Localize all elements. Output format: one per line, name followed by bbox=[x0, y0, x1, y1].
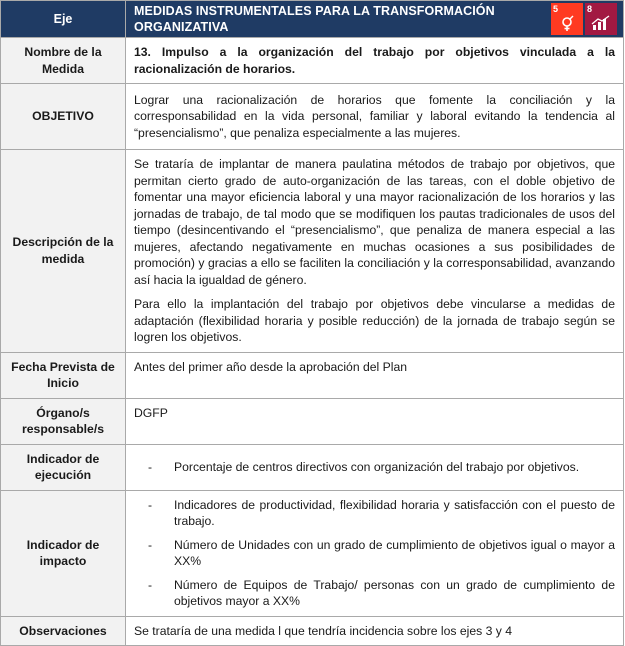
ejecucion-label: Indicador de ejecución bbox=[1, 444, 126, 490]
row-impacto bbox=[1, 490, 624, 616]
row-nombre bbox=[1, 38, 624, 84]
sdg-icons bbox=[551, 3, 617, 35]
ejecucion-list bbox=[134, 459, 615, 476]
objetivo-value: Lograr una racionalización de horarios que fomente la conciliación y la corresponsabilidad en la vida personal, familiar y laboral evitando la tendencia al “presencialismo”, que penaliza especialmente a las mujeres. bbox=[126, 84, 624, 150]
row-organo bbox=[1, 398, 624, 444]
impacto-label: Indicador de impacto bbox=[1, 490, 126, 616]
row-descripcion bbox=[1, 150, 624, 353]
organo-value: DGFP bbox=[126, 398, 624, 444]
section-title: MEDIDAS INSTRUMENTALES PARA LA TRANSFORMACIÓN ORGANIZATIVA bbox=[134, 3, 495, 34]
list-item: - Número de Unidades con un grado de cumplimiento de objetivos igual o mayor a XX% bbox=[134, 537, 615, 570]
observaciones-label: Observaciones bbox=[1, 616, 126, 646]
descripcion-paragraph: Se trataría de implantar de manera paulatina métodos de trabajo por objetivos, que permitan cierto grado de auto-organización de las tareas, con el doble objetivo de fomentar una mayor eficiencia laboral y una mayor racionalización de los horarios y las jornadas de trabajo, de tal modo que se modifiquen los pautas tradicionales de usos del tiempo (desincentivando el “presencialismo”, que penaliza de manera especial a las mujeres, afectando negativamente en muchas ocasiones a sus posibilidades de promoción) y gracias a ello se faciliten la conciliación y la corresponsabilidad, avanzando así hacia la igualdad de género. bbox=[134, 157, 615, 287]
growth-chart-icon bbox=[591, 15, 611, 31]
list-item: - Número de Equipos de Trabajo/ personas con un grado de cumplimiento de objetivos mayor a XX% bbox=[134, 577, 615, 610]
descripcion-value bbox=[126, 150, 624, 353]
eje-label: Eje bbox=[1, 1, 126, 38]
economic-growth-icon: 8 bbox=[585, 3, 617, 35]
header-row bbox=[1, 1, 624, 38]
impacto-value bbox=[126, 490, 624, 616]
impacto-list bbox=[134, 497, 615, 610]
descripcion-label: Descripción de la medida bbox=[1, 150, 126, 353]
ejecucion-value bbox=[126, 444, 624, 490]
gender-equality-icon: 5 bbox=[551, 3, 583, 35]
descripcion-paragraph: Para ello la implantación del trabajo por objetivos debe vincularse a medidas de adaptación (flexibilidad horaria y posible reducción) de la jornada de trabajo según se logren los objetivos. bbox=[134, 297, 615, 344]
fecha-value: Antes del primer año desde la aprobación del Plan bbox=[126, 352, 624, 398]
list-item: - Indicadores de productividad, flexibilidad horaria y satisfacción con el puesto de trabajo. bbox=[134, 497, 615, 530]
fecha-label: Fecha Prevista de Inicio bbox=[1, 352, 126, 398]
row-fecha bbox=[1, 352, 624, 398]
list-item: - Porcentaje de centros directivos con organización del trabajo por objetivos. bbox=[134, 459, 615, 476]
row-ejecucion bbox=[1, 444, 624, 490]
header-title-cell bbox=[126, 1, 624, 38]
row-observaciones bbox=[1, 616, 624, 646]
objetivo-label: OBJETIVO bbox=[1, 84, 126, 150]
nombre-value: 13. Impulso a la organización del trabajo por objetivos vinculada a la racionalización de horarios. bbox=[126, 38, 624, 84]
nombre-label: Nombre de la Medida bbox=[1, 38, 126, 84]
observaciones-value: Se trataría de una medida l que tendría incidencia sobre los ejes 3 y 4 bbox=[126, 616, 624, 646]
organo-label: Órgano/s responsable/s bbox=[1, 398, 126, 444]
gender-symbol-icon bbox=[558, 15, 576, 33]
row-objetivo bbox=[1, 84, 624, 150]
